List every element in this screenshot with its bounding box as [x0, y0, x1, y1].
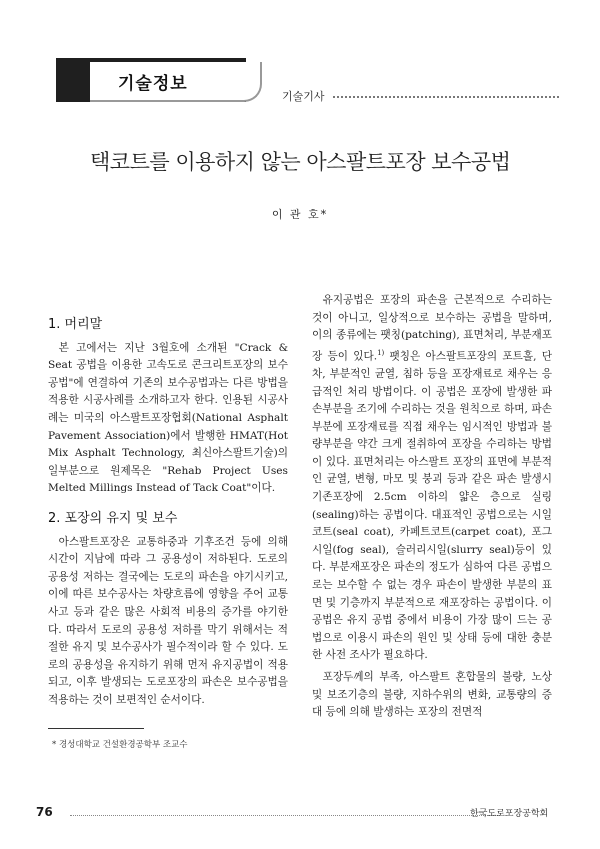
article-author: 이 관 호*: [271, 208, 329, 221]
author-footnote: * 경성대학교 건설환경공학부 조교수: [52, 740, 188, 750]
paragraph-text-b: 팻칭은 아스팔트포장의 포트홀, 단차, 부분적인 균열, 침하 등을 포장재료로 채우는 응급적인 처리 방법이다. 이 공법은 포장에 발생한 파손부분을 조기에 수리하는 것을 원칙으로 하며, 파손부분에 포장재료를 직접 채우는 임시적인 방법과 불량부분을 약간 크게 절취하여 포장을 수리하는 방법이 있다. 표면처리는 아스팔트 포장의 표면에 부분적인 균열, 변형, 마모 및 붕괴 등과 같은 파손 발생시 기존포장에 2.5cm 이하의 얇은 층으로 실링(sealing)하는 공법이다. 대표적인 공법으로는 시일코트(seal coat), 카페트코트(carpet coat), 포그시일(fog seal), 슬러리시일(slurry seal)등이 있다. 부분재포장은 파손의 정도가 심하여 다른 공법으로는 보수할 수 없는 경우 파손이 발생한 부분의 표면 및 기층까지 부분적으로 재포장하는 공법이다. 이 공법은 유지 공법 중에서 비용이 가장 많이 드는 공법으로 이용시 파손의 원인 및 상태 등에 대한 충분한 사전 조사가 필요하다.: [312, 350, 552, 662]
maintenance-methods-paragraph: [312, 292, 552, 665]
maintenance-paragraph: 아스팔트포장은 교통하중과 기후조건 등에 의해 시간이 지남에 따라 그 공용성이 저하된다. 도로의 공용성 저하는 결국에는 도로의 파손을 야기시키고, 이에 따른 보수공사는 차량흐름에 영향을 주어 교통사고 등과 같은 많은 사회적 비용의 증가를 야기한다. 따라서 도로의 공용성 저하를 막기 위해서는 적절한 유지 및 보수공사가 필수적이라 할 수 있다. 도로의 공용성을 유지하기 위해 먼저 유지공법이 적용되고, 이후 발생되는 도로포장의 파손은 보수공법을 적용하는 것이 보편적인 순서이다.: [48, 535, 288, 706]
subsection-label: 기술기사: [282, 90, 325, 103]
right-column: [312, 292, 552, 722]
section-label: 기술정보: [118, 74, 188, 94]
repair-causes-paragraph: 포장두께의 부족, 아스팔트 혼합물의 불량, 노상 및 보조기층의 불량, 지하수위의 변화, 교통량의 증대 등에 의해 발생하는 포장의 전면적: [312, 671, 552, 719]
paragraph-text-a: 유지공법은 포장의 파손을 근본적으로 수리하는 것이 아니고, 일상적으로 보수하는 공법을 말하며, 이의 종류에는 팻칭(patching), 표면처리, 부분재포장 등이 있다.: [312, 294, 552, 363]
footnote-ref: 1): [377, 348, 385, 357]
intro-paragraph: 본 고에서는 지난 3월호에 소개된 "Crack & Seat 공법을 이용한 고속도로 콘크리트포장의 보수공법"에 연결하여 기존의 보수공법과는 다른 방법을 적용한 시공사례를 소개하고자 한다. 인용된 시공사례는 미국의 아스팔트포장협회(National Asphalt Pavement Association)에서 발행한 HMAT(Hot Mix Asphalt Technology, 최신아스팔트기술)의 일부분으로 원제목은 "Rehab Project Uses Melted Millings Instead of Tack Coat"이다.: [48, 341, 288, 495]
footer-dotted-rule: [70, 815, 500, 816]
publisher-name: 한국도로포장공학회: [470, 809, 549, 819]
section-heading-intro: 1. 머리말: [48, 317, 103, 332]
header-dotted-rule: [333, 96, 559, 98]
section-heading-maintenance: 2. 포장의 유지 및 보수: [48, 510, 178, 526]
footnote-rule: [48, 728, 144, 729]
left-column: [48, 316, 288, 709]
page-number: 76: [36, 805, 53, 819]
article-title: 택코트를 이용하지 않는 아스팔트포장 보수공법: [90, 150, 511, 174]
